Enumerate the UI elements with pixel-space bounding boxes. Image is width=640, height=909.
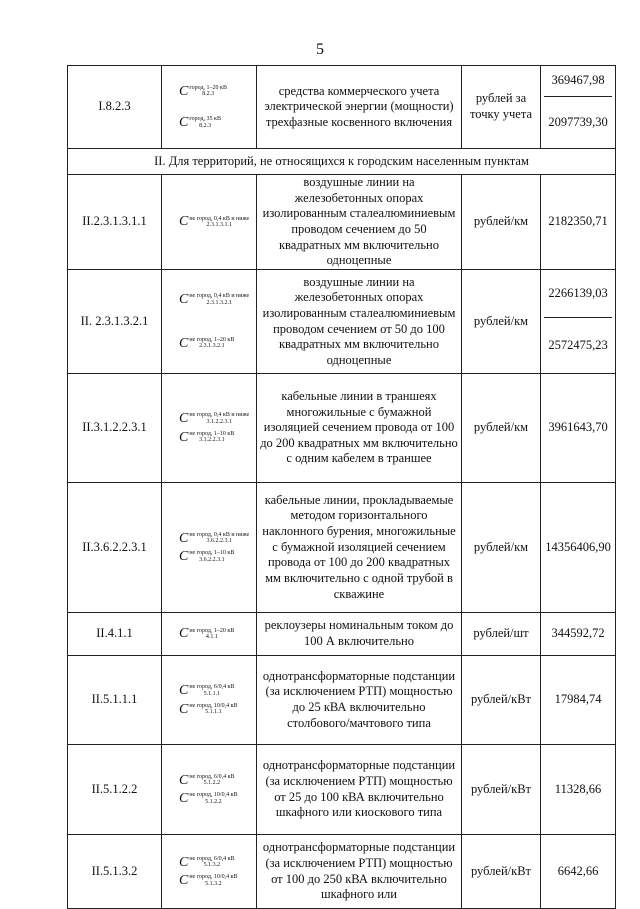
table-row xyxy=(68,483,616,613)
symbol-subscript: 2.3.1.3.2.1 xyxy=(199,343,225,350)
table-row xyxy=(68,656,616,745)
row-description: однотрансформаторные подстанции (за исключением РТП) мощностью до 25 кВА включительно столбового/мачтового типа xyxy=(257,656,462,745)
symbol-superscript: не город, 0,4 кВ и ниже xyxy=(189,412,250,419)
table-row xyxy=(68,374,616,483)
price-value: 2097739,30 xyxy=(548,114,608,129)
symbol-subscript: 5.1.2.2 xyxy=(203,780,221,787)
c-letter: C xyxy=(179,772,189,788)
row-unit: рублей/шт xyxy=(462,613,541,656)
c-letter: C xyxy=(179,626,189,642)
c-letter: C xyxy=(179,854,189,870)
row-code: II.3.1.2.2.3.1 xyxy=(68,374,162,483)
symbol-superscript: не город, 1–10 кВ xyxy=(189,430,235,437)
row-unit: рублей/кВт xyxy=(462,835,541,909)
symbol-superscript: не город, 1–20 кВ xyxy=(189,627,235,634)
table-row xyxy=(68,175,616,270)
symbol-superscript: город, 1–20 кВ xyxy=(189,84,227,91)
c-letter: C xyxy=(179,429,189,445)
c-letter: C xyxy=(179,791,189,806)
price-value: 2182350,71 xyxy=(541,175,616,270)
row-unit: рублей/км xyxy=(462,483,541,613)
c-letter: C xyxy=(179,83,189,99)
symbol-subscript: 5.1.2.2 xyxy=(205,798,222,805)
c-letter: C xyxy=(179,549,189,564)
row-code: II.4.1.1 xyxy=(68,613,162,656)
row-description: реклоузеры номинальным током до 100 А включительно xyxy=(257,613,462,656)
table-row xyxy=(68,270,616,374)
c-letter: C xyxy=(179,115,189,130)
row-code: II.5.1.3.2 xyxy=(68,835,162,909)
symbol-subscript: 3.6.2.2.3.1 xyxy=(199,556,225,563)
symbol-subscript: 2.3.1.3.2.1 xyxy=(206,299,233,306)
row-unit: рублей за точку учета xyxy=(462,66,541,149)
price-cell xyxy=(541,66,616,149)
symbol-cell xyxy=(162,613,257,656)
symbol-cell xyxy=(162,66,257,149)
table-row xyxy=(68,613,616,656)
symbol-superscript: не город, 6/0,4 кВ xyxy=(189,773,235,780)
symbol-subscript: 5.1.3.2 xyxy=(203,862,221,869)
symbol-superscript: не город, 6/0,4 кВ xyxy=(189,855,235,862)
symbol-cell xyxy=(162,374,257,483)
price-value: 11328,66 xyxy=(541,745,616,835)
symbol-subscript: 3.6.2.2.3.1 xyxy=(206,538,233,545)
symbol-subscript: 3.1.2.2.3.1 xyxy=(206,418,233,425)
row-description: однотрансформаторные подстанции (за исключением РТП) мощностью от 25 до 100 кВА включительно шкафного или киоскового типа xyxy=(257,745,462,835)
c-letter: C xyxy=(179,873,189,888)
tariff-symbol xyxy=(179,854,235,872)
symbol-superscript: не город, 0,4 кВ и ниже xyxy=(189,531,250,538)
tariff-symbol xyxy=(179,548,234,566)
price-value: 2572475,23 xyxy=(548,337,608,352)
c-letter: C xyxy=(179,530,189,546)
price-value: 2266139,03 xyxy=(544,270,612,318)
tariff-symbol xyxy=(179,83,227,101)
symbol-superscript: не город, 0,4 кВ и ниже xyxy=(189,293,250,300)
tariff-symbol xyxy=(179,410,249,428)
row-code: II.5.1.1.1 xyxy=(68,656,162,745)
c-letter: C xyxy=(179,683,189,698)
symbol-subscript: 8.2.3 xyxy=(202,91,215,98)
price-value: 3961643,70 xyxy=(541,374,616,483)
tariff-symbol xyxy=(179,701,238,719)
price-value: 14356406,90 xyxy=(541,483,616,613)
symbol-superscript: не город, 1–10 кВ xyxy=(189,550,235,557)
c-letter: C xyxy=(179,214,189,230)
tariff-symbol xyxy=(179,682,235,700)
row-description: кабельные линии, прокладываемые методом горизонтального наклонного бурения, многожильные с бумажной изоляцией сечением провода от 100 до 200 квадратных мм включительно с одной трубой в скважине xyxy=(257,483,462,613)
symbol-cell xyxy=(162,656,257,745)
symbol-superscript: не город, 6/0,4 кВ xyxy=(189,684,235,691)
tariff-table xyxy=(67,65,616,909)
table-row xyxy=(68,745,616,835)
symbol-superscript: не город, 10/0,4 кВ xyxy=(189,702,238,709)
table-row xyxy=(68,66,616,149)
tariff-symbol xyxy=(179,335,234,353)
section-header: II. Для территорий, не относящихся к городским населенным пунктам xyxy=(68,149,616,175)
price-value: 17984,74 xyxy=(541,656,616,745)
row-code: II.5.1.2.2 xyxy=(68,745,162,835)
row-unit: рублей/км xyxy=(462,270,541,374)
row-unit: рублей/кВт xyxy=(462,745,541,835)
row-code: II.3.6.2.2.3.1 xyxy=(68,483,162,613)
symbol-subscript: 8.2.3 xyxy=(199,122,212,129)
tariff-symbol xyxy=(179,429,234,447)
symbol-subscript: 4.1.1 xyxy=(205,634,218,640)
symbol-subscript: 2.3.1.3.1.1 xyxy=(206,222,233,228)
tariff-symbol xyxy=(179,530,249,548)
symbol-subscript: 5.1.1.1 xyxy=(205,709,222,716)
price-cell xyxy=(541,270,616,374)
row-unit: рублей/км xyxy=(462,374,541,483)
price-value: 369467,98 xyxy=(544,66,612,97)
symbol-cell xyxy=(162,270,257,374)
price-value: 6642,66 xyxy=(541,835,616,909)
symbol-cell xyxy=(162,745,257,835)
c-letter: C xyxy=(179,411,189,426)
row-description: воздушные линии на железобетонных опорах изолированным сталеалюминиевым проводом сечением от 50 до 100 квадратных мм включительно одноцепные xyxy=(257,270,462,374)
symbol-superscript: не город, 10/0,4 кВ xyxy=(189,792,238,799)
tariff-symbol xyxy=(179,772,235,790)
row-code: II. 2.3.1.3.2.1 xyxy=(68,270,162,374)
row-description: средства коммерческого учета электрической энергии (мощности) трехфазные косвенного включения xyxy=(257,66,462,149)
symbol-cell xyxy=(162,835,257,909)
section-header-row xyxy=(68,149,616,175)
row-description: воздушные линии на железобетонных опорах изолированным сталеалюминиевым проводом сечением до 50 квадратных мм включительно одноцепные xyxy=(257,175,462,270)
symbol-cell xyxy=(162,483,257,613)
row-unit: рублей/км xyxy=(462,175,541,270)
symbol-subscript: 3.1.2.2.3.1 xyxy=(199,437,225,444)
tariff-symbol xyxy=(179,790,238,808)
c-letter: C xyxy=(179,701,189,717)
tariff-symbol xyxy=(179,114,221,132)
tariff-symbol xyxy=(179,625,234,643)
c-letter: C xyxy=(179,292,189,307)
symbol-superscript: город, 35 кВ xyxy=(189,116,221,123)
row-description: кабельные линии в траншеях многожильные с бумажной изоляцией сечением провода от 100 до 200 квадратных мм включительно с одним кабелем в траншее xyxy=(257,374,462,483)
price-value: 344592,72 xyxy=(541,613,616,656)
table-row xyxy=(68,835,616,909)
tariff-symbol xyxy=(179,872,238,890)
c-letter: C xyxy=(179,335,189,351)
symbol-cell xyxy=(162,175,257,270)
symbol-subscript: 5.1.1.1 xyxy=(203,690,221,697)
row-code: I.8.2.3 xyxy=(68,66,162,149)
page-number: 5 xyxy=(316,41,324,58)
tariff-symbol xyxy=(179,291,249,309)
row-code: II.2.3.1.3.1.1 xyxy=(68,175,162,270)
row-description: однотрансформаторные подстанции (за исключением РТП) мощностью от 100 до 250 кВА включительно шкафного или xyxy=(257,835,462,909)
symbol-superscript: не город, 0,4 кВ и ниже xyxy=(189,215,250,222)
symbol-superscript: не город, 1–20 кВ xyxy=(189,336,235,343)
symbol-superscript: не город, 10/0,4 кВ xyxy=(189,874,238,881)
symbol-subscript: 5.1.3.2 xyxy=(205,880,222,887)
row-unit: рублей/кВт xyxy=(462,656,541,745)
tariff-symbol xyxy=(179,213,249,231)
